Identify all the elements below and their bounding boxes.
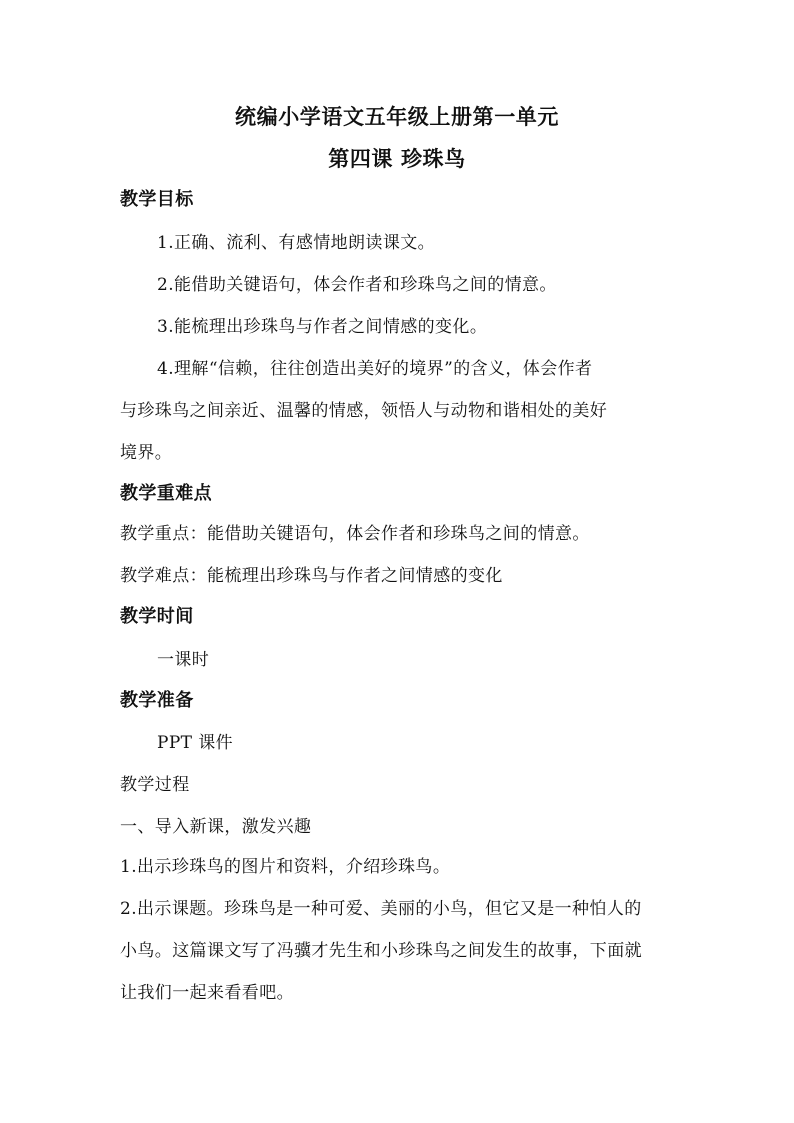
lesson-title: 第四课 珍珠鸟 <box>328 146 466 171</box>
teaching-focus: 教学重点：能借助关键语句，体会作者和珍珠鸟之间的情意。 <box>120 524 590 544</box>
objective-item-continued: 境界。 <box>120 443 173 463</box>
process-line: 1.出示珍珠鸟的图片和资料，介绍珍珠鸟。 <box>120 857 451 877</box>
objective-item-continued: 与珍珠鸟之间亲近、温馨的情感，领悟人与动物和谐相处的美好 <box>120 401 608 421</box>
process-step-title: 一、导入新课，激发兴趣 <box>120 817 312 837</box>
time-value: 一课时 <box>157 650 210 670</box>
objective-item: 1.正确、流利、有感情地朗读课文。 <box>157 233 436 253</box>
process-heading: 教学过程 <box>120 775 190 795</box>
objective-item: 4.理解“信赖，往往创造出美好的境界”的含义，体会作者 <box>157 359 593 379</box>
objective-item: 3.能梳理出珍珠鸟与作者之间情感的变化。 <box>157 317 488 337</box>
key-points-heading: 教学重难点 <box>120 483 212 504</box>
process-line: 2.出示课题。珍珠鸟是一种可爱、美丽的小鸟，但它又是一种怕人的 <box>120 899 642 919</box>
objective-item: 2.能借助关键语句，体会作者和珍珠鸟之间的情意。 <box>157 275 557 295</box>
document-title: 统编小学语文五年级上册第一单元 <box>235 104 559 129</box>
time-heading: 教学时间 <box>120 606 194 627</box>
objectives-heading: 教学目标 <box>120 189 194 210</box>
preparation-value: PPT 课件 <box>157 733 234 753</box>
preparation-heading: 教学准备 <box>120 690 194 711</box>
teaching-difficulty: 教学难点：能梳理出珍珠鸟与作者之间情感的变化 <box>120 566 503 586</box>
process-line: 让我们一起来看看吧。 <box>120 983 294 1003</box>
process-line: 小鸟。这篇课文写了冯骥才先生和小珍珠鸟之间发生的故事，下面就 <box>120 941 642 961</box>
